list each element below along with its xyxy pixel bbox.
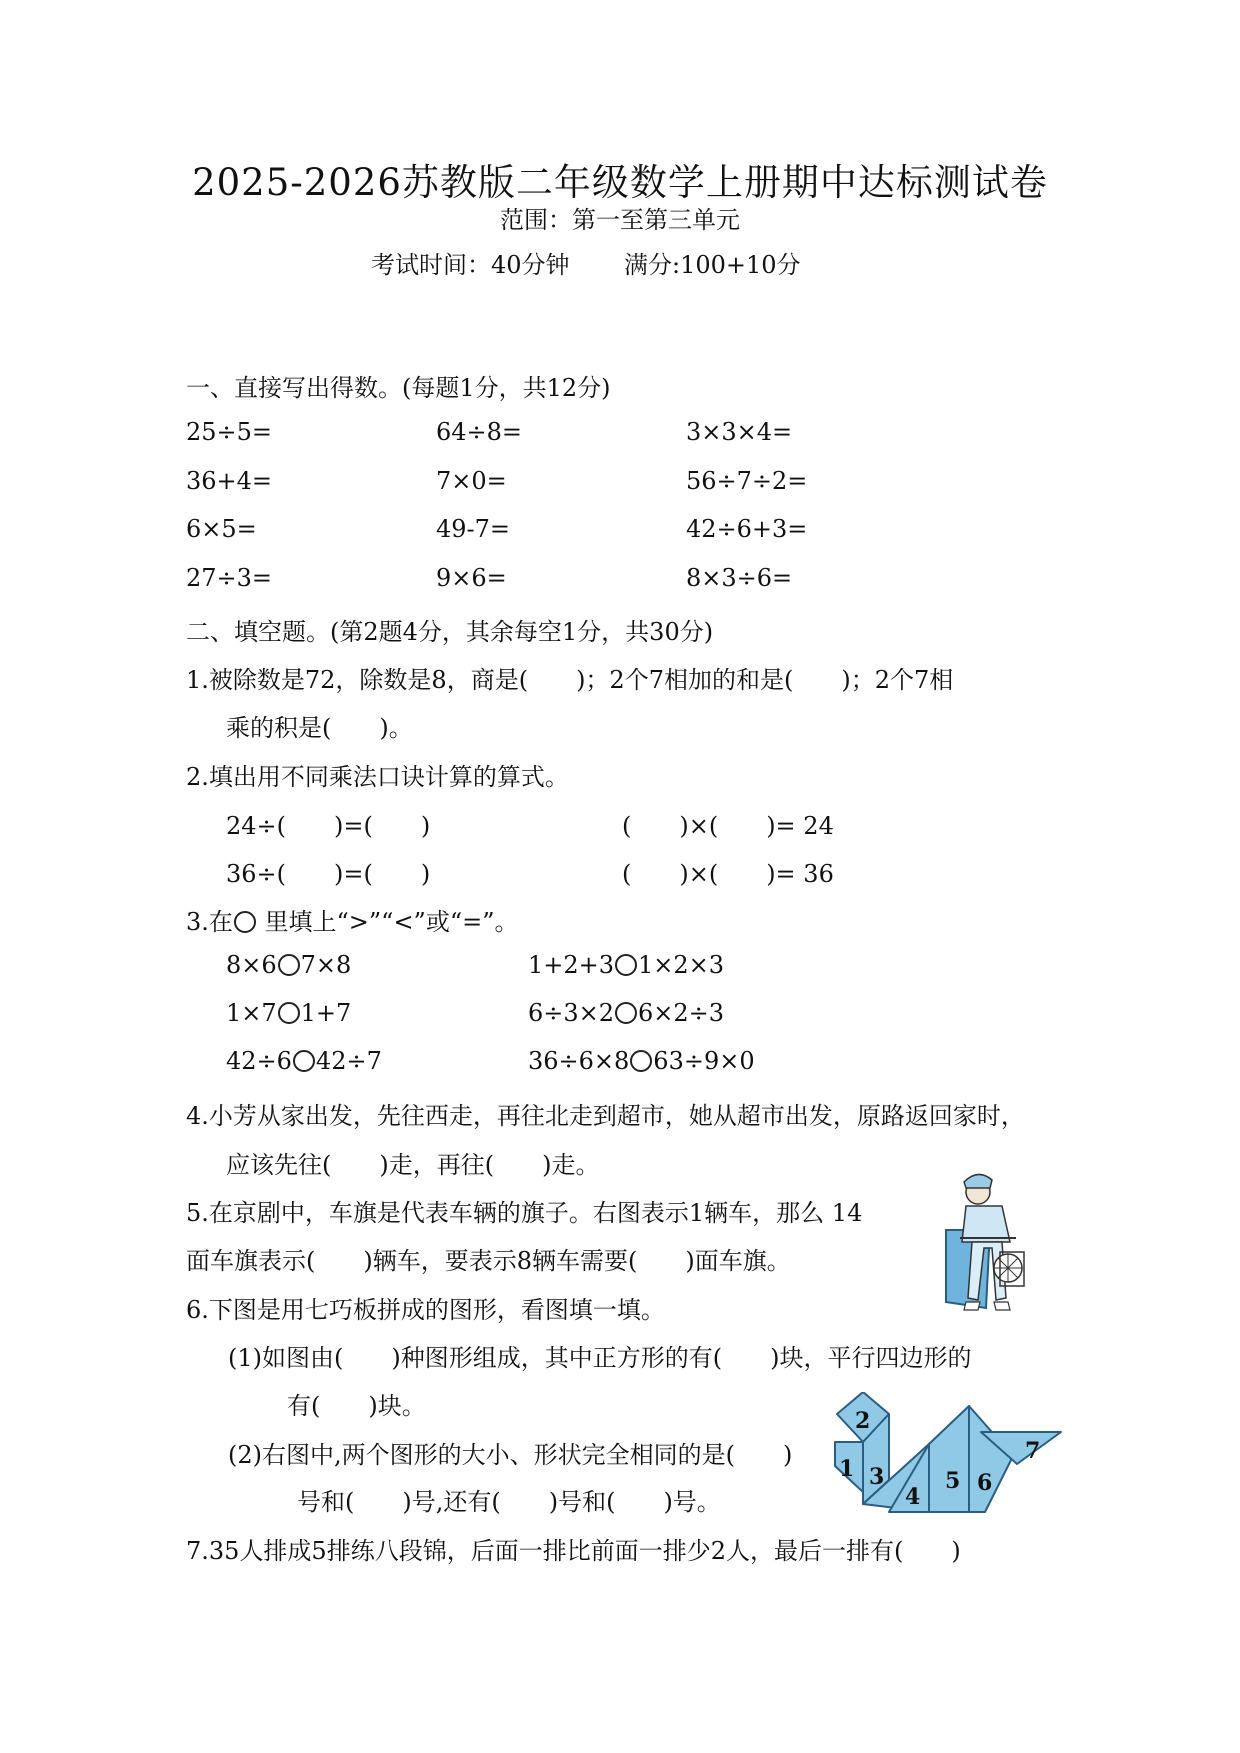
calc-item: 9×6=	[436, 564, 507, 592]
q2-row2-left: 36÷( )=( )	[226, 860, 431, 888]
q2-row1-right: ( )×( )= 24	[622, 812, 834, 840]
tangram-label: 2	[855, 1408, 871, 1434]
section1-heading: 一、直接写出得数。(每题1分，共12分)	[186, 374, 611, 402]
full-score: 满分:100+10分	[624, 251, 801, 279]
compare-circle-icon	[234, 911, 256, 933]
q1-line1: 1.被除数是72，除数是8，商是( )；2个7相加的和是( )；2个7相	[186, 666, 954, 694]
compare-item: 36÷6×8 63÷9×0	[528, 1047, 755, 1075]
tangram-label: 6	[977, 1470, 993, 1496]
compare-item: 42÷6 42÷7	[226, 1047, 382, 1075]
q6-2-line2: 号和( )号,还有( )号和( )号。	[297, 1488, 721, 1516]
exam-title: 2025-2026苏教版二年级数学上册期中达标测试卷	[192, 161, 1048, 204]
exam-time: 考试时间：40分钟	[371, 251, 570, 279]
q4-line1: 4.小芳从家出发，先往西走，再往北走到超市，她从超市出发，原路返回家时，	[186, 1102, 1025, 1130]
tangram-figure	[825, 1392, 1065, 1520]
tangram-label: 1	[839, 1456, 855, 1482]
q1-line2: 乘的积是( )。	[226, 714, 413, 742]
calc-item: 27÷3=	[186, 564, 273, 592]
calc-item: 56÷7÷2=	[686, 467, 808, 495]
calc-item: 64÷8=	[436, 418, 523, 446]
calc-item: 8×3÷6=	[686, 564, 793, 592]
q5-line2: 面车旗表示( )辆车，要表示8辆车需要( )面车旗。	[186, 1247, 791, 1275]
compare-circle-icon[interactable]	[630, 1050, 652, 1072]
calc-item: 36+4=	[186, 467, 273, 495]
q6-title: 6.下图是用七巧板拼成的图形，看图填一填。	[186, 1296, 665, 1324]
tangram-label: 7	[1025, 1438, 1041, 1464]
q4-line2: 应该先往( )走，再往( )走。	[226, 1151, 600, 1179]
compare-circle-icon[interactable]	[293, 1050, 315, 1072]
compare-item: 1×7 1+7	[226, 999, 352, 1027]
q2-row2-right: ( )×( )= 36	[622, 860, 834, 888]
compare-circle-icon[interactable]	[615, 954, 637, 976]
q2-row1-left: 24÷( )=( )	[226, 812, 431, 840]
calc-item: 3×3×4=	[686, 418, 793, 446]
compare-circle-icon[interactable]	[615, 1002, 637, 1024]
compare-item: 1+2+3 1×2×3	[528, 951, 725, 979]
q6-1-line2: 有( )块。	[287, 1392, 426, 1420]
compare-circle-icon[interactable]	[278, 954, 300, 976]
tangram-label: 4	[905, 1484, 921, 1510]
calc-item: 25÷5=	[186, 418, 273, 446]
tangram-label: 5	[945, 1468, 961, 1494]
calc-item: 6×5=	[186, 515, 257, 543]
tangram-piece	[969, 1406, 1013, 1512]
exam-scope: 范围：第一至第三单元	[500, 206, 740, 234]
q3-title: 3.在 里填上“>”“<”或“=”。	[186, 908, 519, 936]
q6-2-line1: (2)右图中,两个图形的大小、形状完全相同的是( )	[228, 1441, 793, 1469]
calc-item: 49-7=	[436, 515, 511, 543]
compare-item: 6÷3×2 6×2÷3	[528, 999, 725, 1027]
q7-line1: 7.35人排成5排练八段锦，后面一排比前面一排少2人，最后一排有( )	[186, 1537, 961, 1565]
q2-title: 2.填出用不同乘法口诀计算的算式。	[186, 763, 569, 791]
q6-1-line1: (1)如图由( )种图形组成，其中正方形的有( )块，平行四边形的	[228, 1344, 972, 1372]
tangram-label: 3	[869, 1464, 885, 1490]
calc-item: 7×0=	[436, 467, 507, 495]
compare-circle-icon[interactable]	[278, 1002, 300, 1024]
section2-heading: 二、填空题。(第2题4分，其余每空1分，共30分)	[186, 618, 714, 646]
calc-item: 42÷6+3=	[686, 515, 808, 543]
tangram-piece	[929, 1406, 969, 1512]
q5-line1: 5.在京剧中，车旗是代表车辆的旗子。右图表示1辆车，那么 14	[186, 1199, 863, 1227]
compare-item: 8×6 7×8	[226, 951, 352, 979]
opera-flag-figure	[938, 1168, 1048, 1314]
